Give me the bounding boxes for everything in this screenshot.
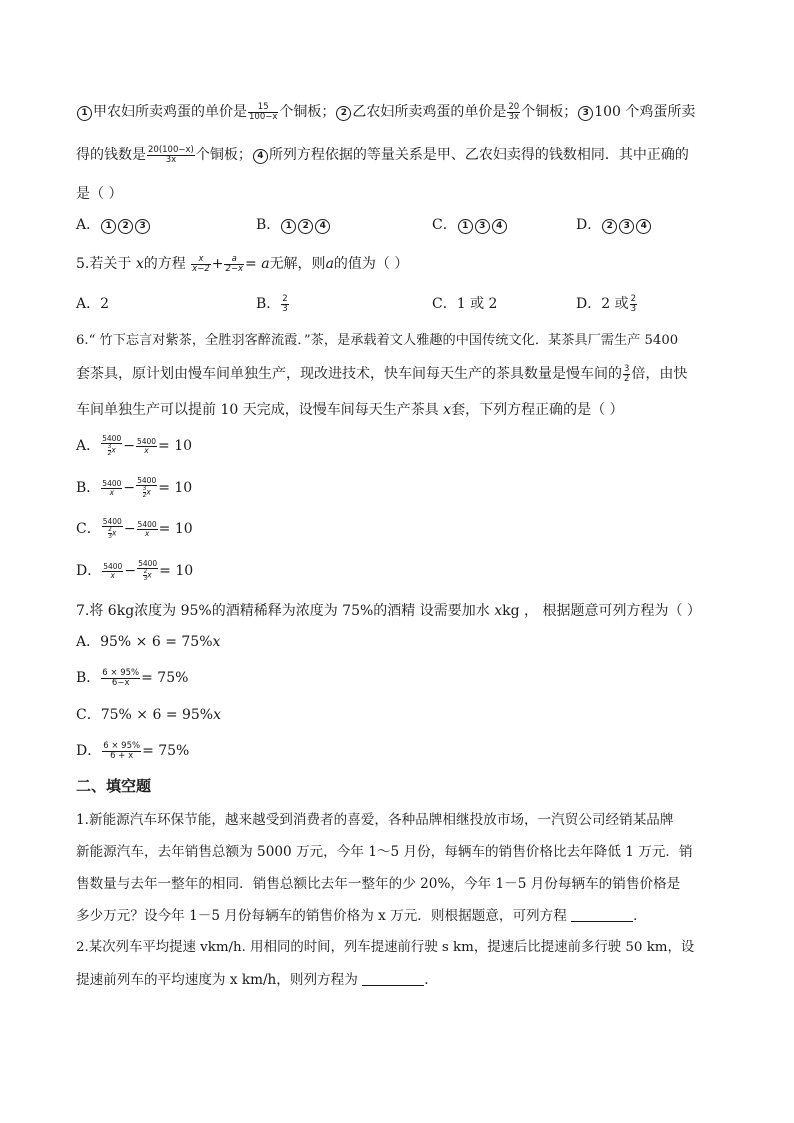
fraction <box>281 295 288 314</box>
q4-text: 甲农妇所卖鸡蛋的单价是 <box>93 104 247 120</box>
circled-4-icon: 4 <box>636 219 651 234</box>
variable: x <box>213 707 222 723</box>
numerator: 2 <box>143 568 148 575</box>
variable: x <box>111 445 116 455</box>
q6-text: 车间单独生产可以提前 10 天完成，设慢车间每天生产茶具 <box>76 402 444 418</box>
q4-text: 100 个鸡蛋所卖 <box>594 104 696 120</box>
q7-option-a[interactable] <box>76 632 220 652</box>
option-label: D．2 或 <box>576 296 629 312</box>
fraction <box>101 480 122 497</box>
numerator: 2 <box>282 293 288 304</box>
numerator: 20(100−x) <box>148 144 194 155</box>
denominator: 6−x <box>111 677 130 688</box>
fill-q1-line3: 售数量与去年一整年的相同．销售总额比去年一整年的少 20%，今年 1－5 月份每辆车的销售价格是 <box>76 876 681 892</box>
answer-blank[interactable] <box>571 907 633 922</box>
q7-stem <box>76 601 701 621</box>
option-label: A． <box>76 217 101 233</box>
fraction <box>137 521 158 538</box>
q6-option-a[interactable] <box>76 435 192 457</box>
operator: − <box>123 480 136 496</box>
numerator: 5400 <box>102 434 122 443</box>
equation-rhs: = 75% <box>141 670 189 686</box>
q7-text: kg ， 根据题意可列方程为（ ） <box>502 603 701 619</box>
numerator: 5400 <box>137 476 157 485</box>
q4-text: 个铜板； <box>279 104 336 120</box>
q6-option-d[interactable] <box>76 560 193 582</box>
variable: x <box>111 528 117 538</box>
option-label: D． <box>76 743 102 759</box>
q4-option-b[interactable] <box>256 215 331 235</box>
circled-2-icon: 2 <box>118 219 133 234</box>
denominator: 3x <box>508 111 520 122</box>
q7-option-c[interactable] <box>76 705 221 725</box>
answer-blank[interactable] <box>362 971 424 986</box>
option-label: C． <box>76 521 101 537</box>
section-heading: 二、填空题 <box>76 777 152 795</box>
option-label: B． <box>76 670 101 686</box>
q4-text: 个铜板； <box>195 147 252 163</box>
q4-text: 个铜板； <box>521 104 578 120</box>
q7-text: 7.将 6kg浓度为 95%的酒精稀释为浓度为 75%的酒精 设需要加水 <box>76 603 495 619</box>
denominator: 3 <box>108 533 112 540</box>
denominator: x−2 <box>192 263 210 274</box>
fraction <box>102 518 123 540</box>
equation-rhs: = 10 <box>158 438 193 454</box>
q4-option-c[interactable] <box>432 215 508 235</box>
fraction <box>137 560 158 582</box>
fraction <box>191 255 211 274</box>
option-label: D． <box>576 217 602 233</box>
q6-line2 <box>76 364 687 384</box>
variable: x <box>146 487 151 497</box>
circled-2-icon: 2 <box>336 106 351 121</box>
variable: a <box>325 256 334 272</box>
denominator: 6 + x <box>110 750 134 761</box>
q6-option-c[interactable] <box>76 518 193 540</box>
fill-q2-line1: 2.某次列车平均提速 vkm/h. 用相同的时间，列车提速前行驶 s km，提速后比提速前多行驶 50 km，设 <box>76 940 695 955</box>
option-label: B． <box>256 217 281 233</box>
q7-option-b[interactable] <box>76 668 188 688</box>
q6-line3 <box>76 400 624 420</box>
circled-4-icon: 4 <box>315 219 330 234</box>
option-label: C． <box>432 217 457 233</box>
q6-text: 套茶具，原计划由慢车间单独生产，现改进技术，快车间每天生产的茶具数量是慢车间的 <box>76 366 622 382</box>
option-label: D． <box>76 563 102 579</box>
q5-text: 5.若关于 <box>76 256 136 272</box>
fraction <box>507 103 520 122</box>
circled-4-icon: 4 <box>253 149 268 164</box>
circled-4-icon: 4 <box>492 219 507 234</box>
denominator: x <box>110 570 115 580</box>
denominator: 3 <box>282 303 288 314</box>
numerator: 5400 <box>138 559 158 568</box>
circled-3-icon: 3 <box>578 106 593 121</box>
q4-text: 所列方程依据的等量关系是甲、乙农妇卖得的钱数相同．其中正确的 <box>268 147 689 163</box>
numerator: 6 × 95% <box>103 740 141 751</box>
operator: + <box>211 256 224 272</box>
fill-q2-line2 <box>76 970 429 990</box>
numerator: 5400 <box>137 519 157 529</box>
q5-option-d[interactable] <box>576 294 638 314</box>
numerator: 3 <box>142 485 147 492</box>
q5-stem <box>76 254 408 274</box>
option-label: B． <box>76 480 101 496</box>
q4-text: 乙农妇所卖鸡蛋的单价是 <box>352 104 507 120</box>
option-label: B． <box>256 296 281 312</box>
numerator: 6 × 95% <box>102 667 140 678</box>
q5-option-b[interactable] <box>256 294 290 314</box>
operator: − <box>123 438 135 454</box>
circled-1-icon: 1 <box>77 106 92 121</box>
numerator: 2 <box>630 293 637 304</box>
option-text: C．75% × 6 = 95% <box>76 707 214 723</box>
denominator: 2 <box>107 450 112 457</box>
numerator: 5400 <box>103 561 123 571</box>
q4-text: 得的钱数是 <box>76 147 146 163</box>
fraction <box>248 103 278 122</box>
variable: x <box>212 634 221 650</box>
circled-3-icon: 3 <box>135 219 150 234</box>
option-label: A． <box>76 438 101 454</box>
punctuation: ． <box>633 908 647 924</box>
fill-q1-line4 <box>76 906 647 926</box>
circled-2-icon: 2 <box>602 219 617 234</box>
circled-1-icon: 1 <box>281 219 296 234</box>
operator: − <box>123 521 136 537</box>
numerator: 5400 <box>102 478 122 488</box>
fraction <box>630 295 637 314</box>
denominator: 3 <box>143 575 148 582</box>
numerator: 3 <box>107 443 112 450</box>
fraction <box>136 477 157 499</box>
q5-option-c[interactable]: C．1 或 2 <box>432 296 498 312</box>
q5-option-a[interactable]: A．2 <box>76 296 110 312</box>
q4-line1 <box>76 102 695 122</box>
denominator: 2−x <box>225 263 244 274</box>
fraction <box>101 435 122 457</box>
operator: − <box>124 563 137 579</box>
q1-text: 多少万元？设今年 1－5 月份每辆车的销售价格为 x 万元．则根据题意，可列方程 <box>76 908 567 924</box>
denominator: x <box>144 528 150 538</box>
denominator: 2 <box>624 373 630 384</box>
equation-rhs: = 10 <box>158 480 193 496</box>
numerator: 5400 <box>136 436 157 446</box>
q7-option-d[interactable] <box>76 741 189 761</box>
fill-q1-line1: 1.新能源汽车环保节能，越来越受到消费者的喜爱，各种品牌相继投放市场，一汽贸公司经销某品牌 <box>76 812 674 828</box>
q5-text: 无解，则 <box>269 256 326 272</box>
fill-q1-line2: 新能源汽车，去年销售总额为 5000 万元，今年 1～5 月份，每辆车的销售价格比去年降低 1 万元．销 <box>76 844 693 860</box>
variable: x <box>135 256 144 272</box>
numerator: a <box>224 255 244 265</box>
circled-3-icon: 3 <box>619 219 634 234</box>
q6-line1: 6.“ 竹下忘言对紫茶，全胜羽客醉流霞．”茶，是承载着文人雅趣的中国传统文化．某茶具厂需生产 5400 <box>76 333 679 348</box>
equation-rhs: = 10 <box>159 563 194 579</box>
equation-rhs: = 10 <box>158 521 193 537</box>
equation-rhs: = a <box>245 256 270 272</box>
q5-text: 的方程 <box>143 256 186 272</box>
denominator: 3x <box>165 154 177 165</box>
numerator: 5400 <box>102 517 122 526</box>
variable: x <box>443 402 452 418</box>
q6-option-b[interactable] <box>76 477 192 499</box>
q2-text: 提速前列车的平均速度为 x km/h，则列方程为 <box>76 972 358 988</box>
denominator: 100−x <box>249 111 278 122</box>
numerator: 15 <box>248 103 278 113</box>
q4-option-d[interactable] <box>576 215 652 235</box>
circled-2-icon: 2 <box>298 219 313 234</box>
numerator: 20 <box>508 101 520 112</box>
denominator: 3 <box>630 303 637 314</box>
punctuation: . <box>424 972 429 988</box>
numerator: 3 <box>624 363 630 374</box>
circled-3-icon: 3 <box>475 219 490 234</box>
denominator: x <box>109 487 115 497</box>
q4-option-a[interactable] <box>76 215 151 235</box>
denominator: 2 <box>142 492 147 499</box>
q4-line3: 是（ ） <box>76 186 123 202</box>
circled-1-icon: 1 <box>101 219 116 234</box>
q5-text: 的值为（ ） <box>333 256 409 272</box>
denominator: x <box>144 445 149 455</box>
option-text: A．95% × 6 = 75% <box>76 634 213 650</box>
q4-line2 <box>76 145 689 165</box>
fraction <box>136 438 157 455</box>
circled-1-icon: 1 <box>458 219 473 234</box>
fraction <box>224 255 244 274</box>
fraction <box>102 742 141 761</box>
fraction <box>147 146 195 165</box>
q6-text: 倍，由快 <box>631 366 688 382</box>
numerator: 2 <box>108 526 112 533</box>
fraction <box>102 563 123 580</box>
fraction <box>623 365 630 384</box>
variable: x <box>494 603 503 619</box>
q6-text: 套，下列方程正确的是（ ） <box>451 402 624 418</box>
equation-rhs: = 75% <box>142 743 190 759</box>
variable: x <box>147 570 152 580</box>
fraction <box>101 669 140 688</box>
numerator: x <box>191 255 211 265</box>
